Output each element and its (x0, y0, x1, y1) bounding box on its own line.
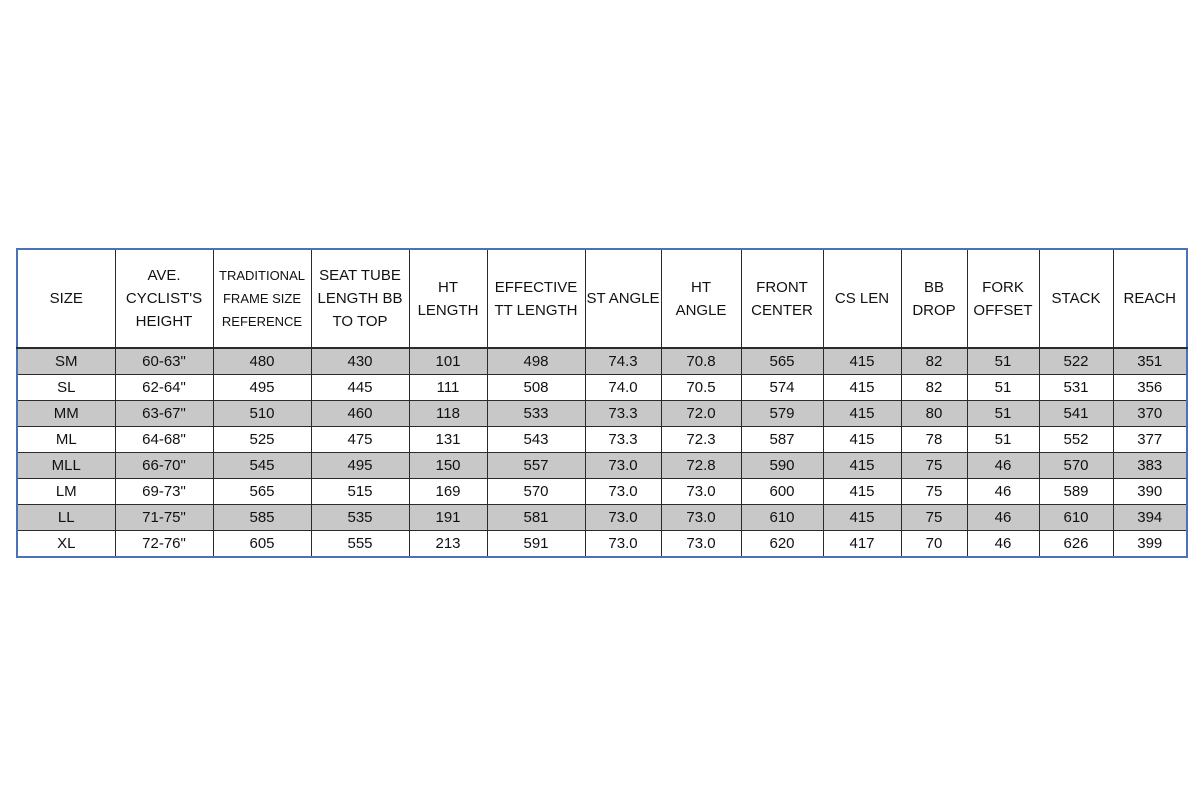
cell-fork-offset: 51 (967, 375, 1039, 401)
header-line: OFFSET (973, 301, 1033, 319)
header-line: ANGLE (675, 301, 727, 319)
cell-st-angle: 73.3 (585, 401, 661, 427)
header-line: SEAT TUBE (319, 267, 401, 284)
cell-size: SL (17, 375, 115, 401)
cell-st-angle: 74.3 (585, 348, 661, 375)
cell-size: ML (17, 427, 115, 453)
cell-stack: 541 (1039, 401, 1113, 427)
cell-st-angle: 74.0 (585, 375, 661, 401)
cell-fork-offset: 46 (967, 505, 1039, 531)
cell-seat-tube: 430 (311, 348, 409, 375)
cell-ht-angle: 70.8 (661, 348, 741, 375)
header-line: FRONT (756, 278, 808, 296)
table-row (17, 375, 1187, 401)
cell-seat-tube: 445 (311, 375, 409, 401)
header-line: REFERENCE (221, 314, 303, 329)
header-cs-len (823, 249, 901, 348)
cell-size: SM (17, 348, 115, 375)
table-row (17, 401, 1187, 427)
cell-frame-ref: 545 (213, 453, 311, 479)
cell-st-angle: 73.0 (585, 479, 661, 505)
cell-ht-angle: 72.3 (661, 427, 741, 453)
cell-fork-offset: 51 (967, 427, 1039, 453)
cell-front-center: 574 (741, 375, 823, 401)
cell-ht-length: 111 (409, 375, 487, 401)
table-row (17, 427, 1187, 453)
cell-eff-tt: 591 (487, 531, 585, 558)
cell-reach: 399 (1113, 531, 1187, 558)
header-line: HT (691, 278, 711, 296)
geometry-table-container (16, 248, 1186, 558)
cell-height: 66-70" (115, 453, 213, 479)
cell-ht-angle: 72.8 (661, 453, 741, 479)
header-ht-angle (661, 249, 741, 348)
cell-size: LL (17, 505, 115, 531)
cell-ht-length: 118 (409, 401, 487, 427)
cell-size: LM (17, 479, 115, 505)
cell-stack: 610 (1039, 505, 1113, 531)
header-bb-drop (901, 249, 967, 348)
cell-bb-drop: 82 (901, 375, 967, 401)
cell-cs-len: 415 (823, 348, 901, 375)
cell-cs-len: 415 (823, 479, 901, 505)
cell-reach: 356 (1113, 375, 1187, 401)
header-st-angle (585, 249, 661, 348)
cell-bb-drop: 70 (901, 531, 967, 558)
header-seat-tube (311, 249, 409, 348)
cell-ht-angle: 72.0 (661, 401, 741, 427)
cell-frame-ref: 525 (213, 427, 311, 453)
header-line: LENGTH BB (317, 290, 403, 307)
table-row (17, 479, 1187, 505)
header-line: STACK (1051, 290, 1101, 307)
header-line: TRADITIONAL (219, 268, 305, 283)
cell-frame-ref: 495 (213, 375, 311, 401)
header-stack (1039, 249, 1113, 348)
cell-seat-tube: 535 (311, 505, 409, 531)
cell-size: MM (17, 401, 115, 427)
cell-reach: 377 (1113, 427, 1187, 453)
cell-front-center: 565 (741, 348, 823, 375)
cell-eff-tt: 508 (487, 375, 585, 401)
cell-height: 62-64" (115, 375, 213, 401)
cell-eff-tt: 557 (487, 453, 585, 479)
cell-ht-length: 150 (409, 453, 487, 479)
cell-st-angle: 73.3 (585, 427, 661, 453)
cell-cs-len: 415 (823, 505, 901, 531)
cell-stack: 531 (1039, 375, 1113, 401)
cell-st-angle: 73.0 (585, 531, 661, 558)
cell-stack: 570 (1039, 453, 1113, 479)
cell-fork-offset: 51 (967, 401, 1039, 427)
table-body (17, 348, 1187, 557)
cell-ht-length: 169 (409, 479, 487, 505)
header-front-center (741, 249, 823, 348)
header-effective-tt (487, 249, 585, 348)
header-line: REACH (1123, 290, 1176, 307)
cell-height: 71-75" (115, 505, 213, 531)
cell-fork-offset: 46 (967, 531, 1039, 558)
cell-cs-len: 415 (823, 427, 901, 453)
header-line: AVE. (147, 267, 181, 284)
cell-stack: 522 (1039, 348, 1113, 375)
cell-reach: 390 (1113, 479, 1187, 505)
cell-ht-angle: 70.5 (661, 375, 741, 401)
cell-ht-angle: 73.0 (661, 531, 741, 558)
cell-ht-length: 101 (409, 348, 487, 375)
cell-seat-tube: 495 (311, 453, 409, 479)
header-reach (1113, 249, 1187, 348)
table-row (17, 531, 1187, 558)
header-line: HEIGHT (135, 313, 193, 330)
cell-frame-ref: 585 (213, 505, 311, 531)
header-frame-ref (213, 249, 311, 348)
table-row (17, 453, 1187, 479)
cell-stack: 626 (1039, 531, 1113, 558)
cell-front-center: 579 (741, 401, 823, 427)
cell-front-center: 600 (741, 479, 823, 505)
cell-ht-length: 191 (409, 505, 487, 531)
header-line: LENGTH (417, 301, 479, 319)
header-line: DROP (912, 301, 956, 319)
cell-front-center: 587 (741, 427, 823, 453)
cell-reach: 394 (1113, 505, 1187, 531)
cell-size: MLL (17, 453, 115, 479)
cell-front-center: 590 (741, 453, 823, 479)
header-line: CYCLIST'S (125, 290, 203, 307)
header-ht-length (409, 249, 487, 348)
cell-ht-length: 213 (409, 531, 487, 558)
header-line: TO TOP (332, 313, 388, 330)
cell-stack: 552 (1039, 427, 1113, 453)
cell-frame-ref: 510 (213, 401, 311, 427)
cell-bb-drop: 78 (901, 427, 967, 453)
cell-stack: 589 (1039, 479, 1113, 505)
cell-reach: 370 (1113, 401, 1187, 427)
cell-cs-len: 417 (823, 531, 901, 558)
header-line: CS LEN (834, 290, 890, 307)
cell-frame-ref: 605 (213, 531, 311, 558)
cell-eff-tt: 498 (487, 348, 585, 375)
cell-ht-angle: 73.0 (661, 479, 741, 505)
table-row (17, 348, 1187, 375)
cell-eff-tt: 570 (487, 479, 585, 505)
cell-frame-ref: 565 (213, 479, 311, 505)
cell-st-angle: 73.0 (585, 505, 661, 531)
header-size (17, 249, 115, 348)
cell-size: XL (17, 531, 115, 558)
cell-height: 69-73" (115, 479, 213, 505)
header-line: EFFECTIVE (494, 278, 578, 296)
cell-seat-tube: 475 (311, 427, 409, 453)
cell-front-center: 620 (741, 531, 823, 558)
cell-bb-drop: 75 (901, 479, 967, 505)
geometry-table (16, 248, 1188, 558)
cell-frame-ref: 480 (213, 348, 311, 375)
cell-bb-drop: 82 (901, 348, 967, 375)
cell-cs-len: 415 (823, 401, 901, 427)
cell-seat-tube: 515 (311, 479, 409, 505)
cell-eff-tt: 543 (487, 427, 585, 453)
cell-eff-tt: 581 (487, 505, 585, 531)
table-header-row (17, 249, 1187, 348)
header-line: FRAME SIZE (222, 291, 301, 306)
header-line: ST ANGLE (586, 290, 660, 307)
cell-height: 60-63" (115, 348, 213, 375)
header-line: TT LENGTH (494, 301, 578, 319)
cell-st-angle: 73.0 (585, 453, 661, 479)
header-height (115, 249, 213, 348)
cell-reach: 351 (1113, 348, 1187, 375)
cell-ht-angle: 73.0 (661, 505, 741, 531)
cell-seat-tube: 555 (311, 531, 409, 558)
cell-reach: 383 (1113, 453, 1187, 479)
header-line: SIZE (49, 290, 83, 307)
cell-cs-len: 415 (823, 453, 901, 479)
cell-seat-tube: 460 (311, 401, 409, 427)
cell-eff-tt: 533 (487, 401, 585, 427)
cell-height: 64-68" (115, 427, 213, 453)
cell-front-center: 610 (741, 505, 823, 531)
cell-fork-offset: 46 (967, 479, 1039, 505)
cell-bb-drop: 75 (901, 505, 967, 531)
cell-height: 63-67" (115, 401, 213, 427)
cell-bb-drop: 75 (901, 453, 967, 479)
header-line: CENTER (751, 301, 813, 319)
table-row (17, 505, 1187, 531)
cell-bb-drop: 80 (901, 401, 967, 427)
header-line: FORK (982, 278, 1024, 296)
header-fork-offset (967, 249, 1039, 348)
cell-ht-length: 131 (409, 427, 487, 453)
cell-fork-offset: 51 (967, 348, 1039, 375)
cell-fork-offset: 46 (967, 453, 1039, 479)
cell-height: 72-76" (115, 531, 213, 558)
header-line: BB (923, 278, 944, 296)
cell-cs-len: 415 (823, 375, 901, 401)
header-line: HT (438, 278, 458, 296)
